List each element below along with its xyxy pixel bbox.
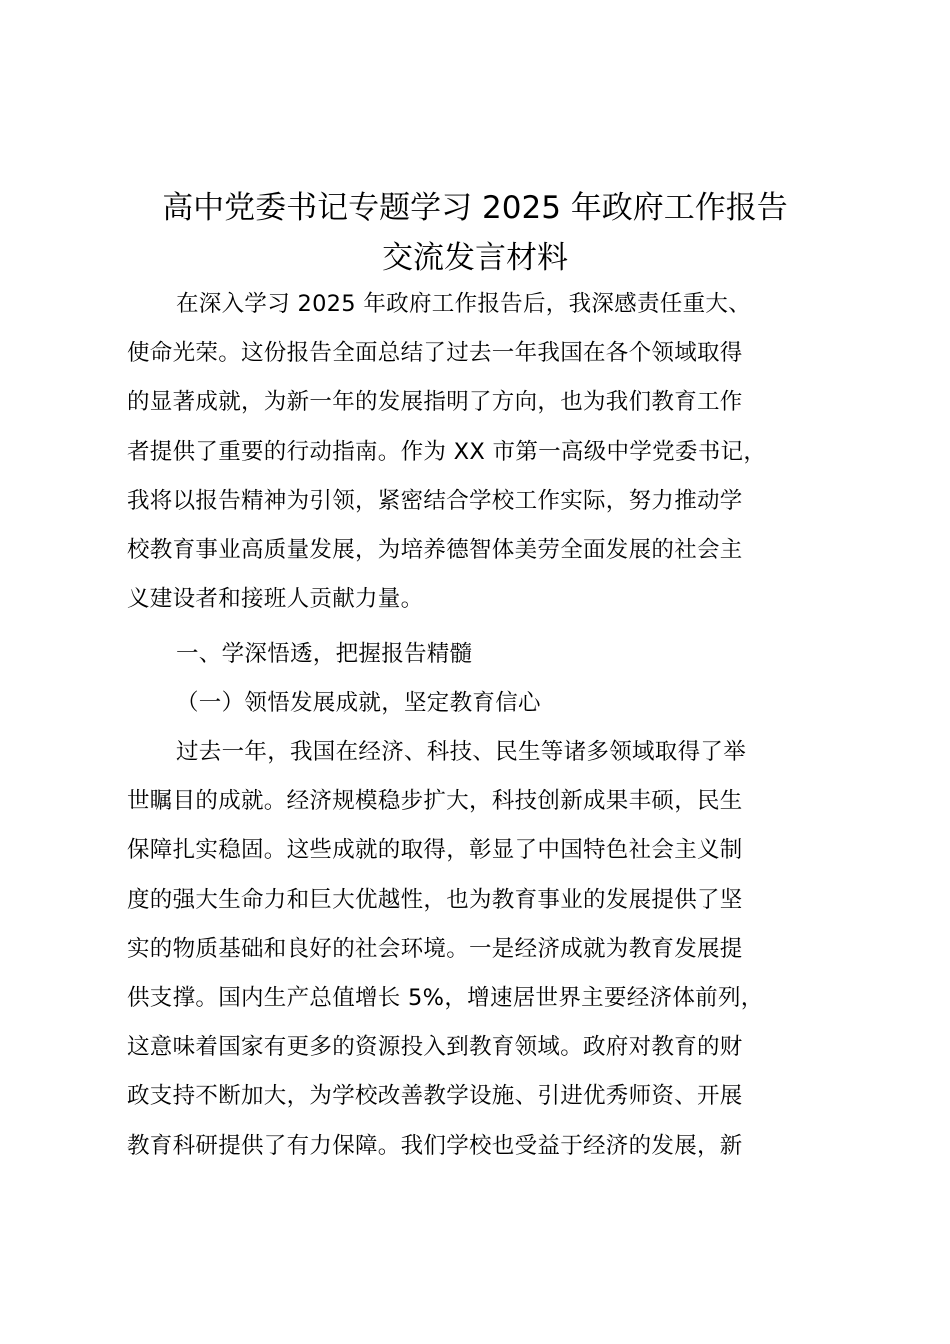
paragraph-line: 的显著成就，为新一年的发展指明了方向，也为我们教育工作 bbox=[127, 389, 743, 416]
subsection-heading-text: （一）领悟发展成就，坚定教育信心 bbox=[176, 690, 541, 716]
title-line-2: 交流发言材料 bbox=[382, 240, 568, 276]
subsection-heading bbox=[127, 679, 837, 728]
paragraph-line: 过去一年，我国在经济、科技、民生等诸多领域取得了举 bbox=[176, 739, 747, 765]
paragraph-line: 供支撑。国内生产总值增长 5%，增速居世界主要经济体前列， bbox=[127, 984, 764, 1011]
paragraph-line: 实的物质基础和良好的社会环境。一是经济成就为教育发展提 bbox=[127, 935, 743, 962]
achievements-paragraph bbox=[127, 728, 837, 1171]
paragraph-line: 在深入学习 2025 年政府工作报告后，我深感责任重大、 bbox=[176, 291, 751, 317]
paragraph-line: 教育科研提供了有力保障。我们学校也受益于经济的发展，新 bbox=[127, 1132, 743, 1159]
title-line-1: 高中党委书记专题学习 2025 年政府工作报告 bbox=[162, 190, 788, 226]
paragraph-line: 度的强大生命力和巨大优越性，也为教育事业的发展提供了坚 bbox=[127, 886, 743, 913]
intro-paragraph bbox=[127, 280, 837, 624]
paragraph-line: 者提供了重要的行动指南。作为 XX 市第一高级中学党委书记， bbox=[127, 438, 767, 465]
paragraph-line: 政支持不断加大，为学校改善教学设施、引进优秀师资、开展 bbox=[127, 1083, 743, 1110]
paragraph-line: 义建设者和接班人贡献力量。 bbox=[127, 586, 424, 613]
section-heading-text: 一、学深悟透，把握报告精髓 bbox=[176, 641, 473, 667]
paragraph-line: 保障扎实稳固。这些成就的取得，彰显了中国特色社会主义制 bbox=[127, 837, 743, 864]
paragraph-line: 使命光荣。这份报告全面总结了过去一年我国在各个领域取得 bbox=[127, 340, 743, 367]
section-heading bbox=[127, 630, 837, 679]
paragraph-line: 校教育事业高质量发展，为培养德智体美劳全面发展的社会主 bbox=[127, 536, 743, 563]
paragraph-line: 世瞩目的成就。经济规模稳步扩大，科技创新成果丰硕，民生 bbox=[127, 788, 743, 815]
paragraph-line: 我将以报告精神为引领，紧密结合学校工作实际，努力推动学 bbox=[127, 487, 743, 514]
paragraph-line: 这意味着国家有更多的资源投入到教育领域。政府对教育的财 bbox=[127, 1034, 743, 1061]
document-title bbox=[110, 183, 840, 283]
